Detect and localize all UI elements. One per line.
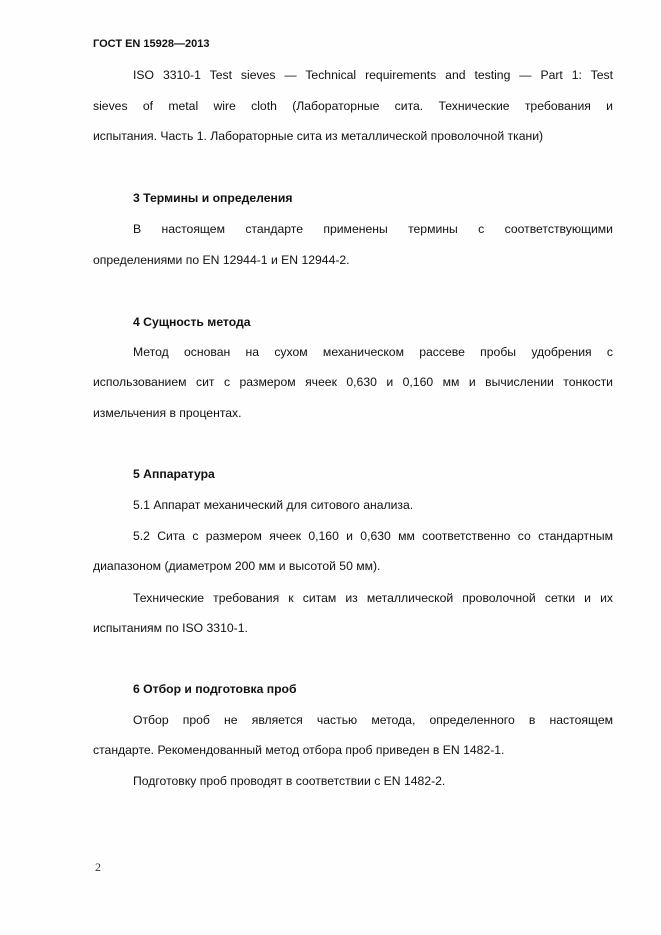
section-heading: 6 Отбор и подготовка проб <box>133 682 297 696</box>
text-line: В настоящем стандарте применены термины с соответствующими <box>133 222 613 236</box>
section-heading: 3 Термины и определения <box>133 191 293 205</box>
text-line: использованием сит с размером ячеек 0,630 и 0,160 мм и вычислении тонкости <box>93 375 613 389</box>
text-line: Подготовку проб проводят в соответствии с EN 1482-2. <box>133 774 446 788</box>
text-line: 5.2 Сита с размером ячеек 0,160 и 0,630 мм соответственно со стандартным <box>133 529 613 543</box>
text-line: испытания. Часть 1. Лабораторные сита из металлической проволочной ткани) <box>93 129 544 143</box>
text-line: определениями по EN 12944-1 и EN 12944-2. <box>93 253 350 267</box>
page-number: 2 <box>95 860 101 874</box>
text-line: диапазоном (диаметром 200 мм и высотой 50 мм). <box>93 559 381 573</box>
text-line: ISO 3310-1 Test sieves — Technical requirements and testing — Part 1: Test <box>133 68 613 82</box>
text-line: sieves of metal wire cloth (Лабораторные сита. Технические требования и <box>93 99 613 113</box>
text-line: Метод основан на сухом механическом рассеве пробы удобрения с <box>133 345 613 359</box>
text-line: 5.1 Аппарат механический для ситового анализа. <box>133 498 414 512</box>
section-heading: 5 Аппаратура <box>133 467 215 481</box>
text-line: стандарте. Рекомендованный метод отбора проб приведен в EN 1482-1. <box>93 743 505 757</box>
text-line: испытаниям по ISO 3310-1. <box>93 621 248 635</box>
document-header: ГОСТ EN 15928—2013 <box>93 38 210 50</box>
text-line: измельчения в процентах. <box>93 406 242 420</box>
text-line: Отбор проб не является частью метода, определенного в настоящем <box>133 713 613 727</box>
section-heading: 4 Сущность метода <box>133 315 251 329</box>
text-line: Технические требования к ситам из металлической проволочной сетки и их <box>133 591 613 605</box>
